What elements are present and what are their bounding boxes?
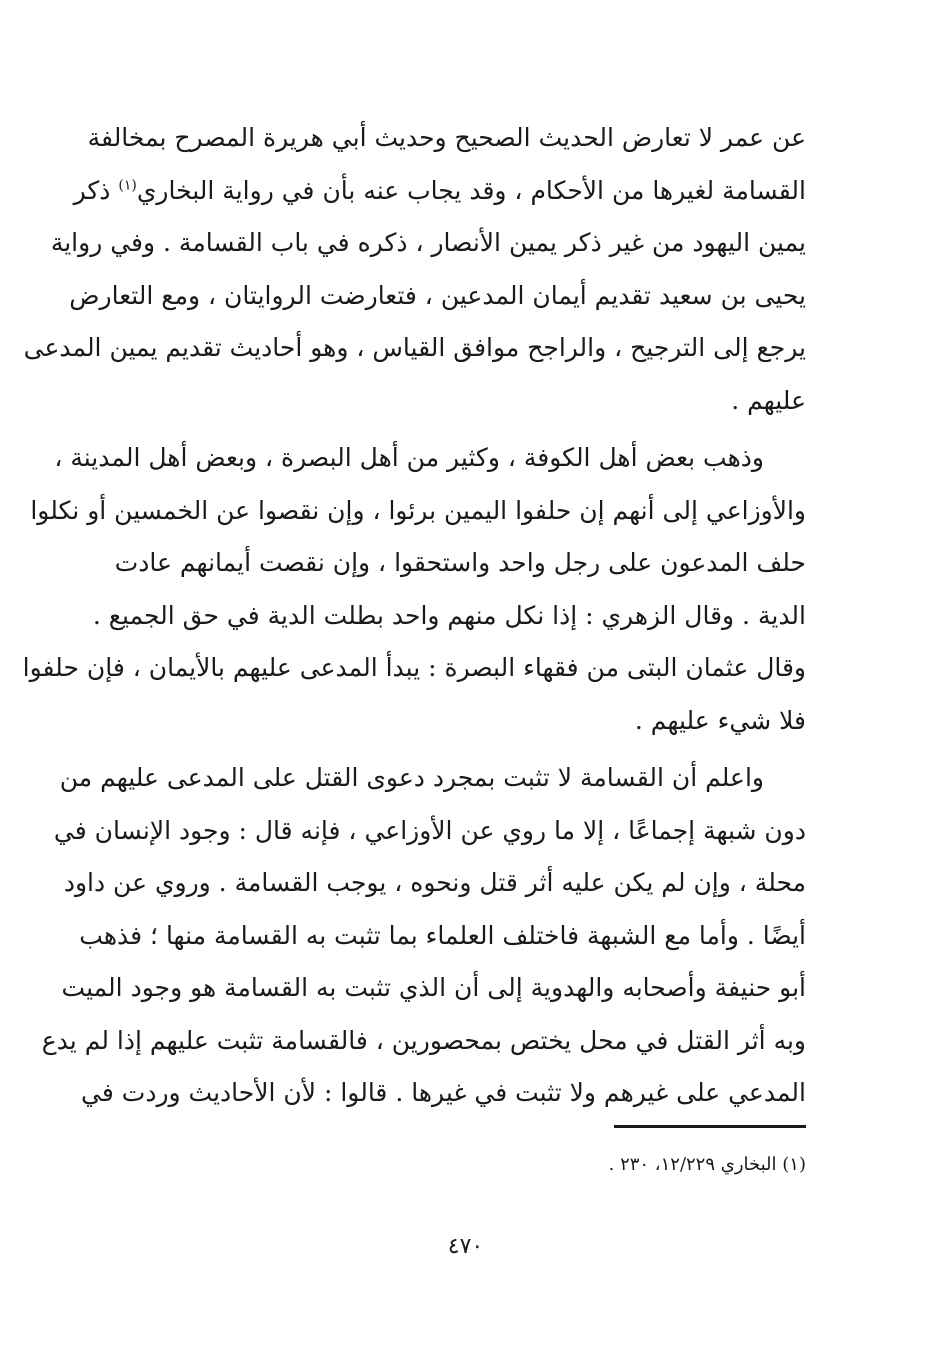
footnote: (١) البخاري ١٢/٢٢٩، ٢٣٠ . xyxy=(608,1154,806,1175)
text-line: محلة ، وإن لم يكن عليه أثر قتل ونحوه ، يوجب القسامة . وروي عن داود xyxy=(63,868,806,897)
text-line: واعلم أن القسامة لا تثبت بمجرد دعوى القتل على المدعى عليهم من xyxy=(59,763,764,792)
paragraph-1 xyxy=(23,112,806,427)
text-line: عن عمر لا تعارض الحديث الصحيح وحديث أبي هريرة المصرح بمخالفة xyxy=(87,123,806,152)
text-line: وقال عثمان البتى من فقهاء البصرة : يبدأ المدعى عليهم بالأيمان ، فإن حلفوا xyxy=(22,653,806,682)
text-line: عليهم . xyxy=(731,385,806,415)
text-line: يمين اليهود من غير ذكر يمين الأنصار ، ذكره في باب القسامة . وفي رواية xyxy=(50,228,806,257)
text-line: فلا شيء عليهم . xyxy=(634,705,806,735)
text-segment: ذكر xyxy=(73,175,111,205)
text-line: المدعي على غيرهم ولا تثبت في غيرها . قالوا : لأن الأحاديث وردت في xyxy=(81,1078,806,1107)
text-line xyxy=(73,165,806,218)
text-line: وبه أثر القتل في محل يختص بمحصورين ، فالقسامة تثبت عليهم إذا لم يدع xyxy=(41,1025,806,1055)
text-line: يرجع إلى الترجيح ، والراجح موافق القياس ، وهو أحاديث تقديم يمين المدعى xyxy=(23,333,806,362)
text-line: الدية . وقال الزهري : إذا نكل منهم واحد بطلت الدية في حق الجميع . xyxy=(92,600,806,630)
page-number: ٤٧٠ xyxy=(447,1234,484,1259)
text-line: حلف المدعون على رجل واحد واستحقوا ، وإن نقصت أيمانهم عادت xyxy=(114,548,806,577)
footnote-divider xyxy=(614,1125,806,1128)
text-line: والأوزاعي إلى أنهم إن حلفوا اليمين برئوا ، وإن نقصوا عن الخمسين أو نكلوا xyxy=(30,495,806,525)
text-line: أيضًا . وأما مع الشبهة فاختلف العلماء بما تثبت به القسامة منها ؛ فذهب xyxy=(79,920,806,950)
text-line: دون شبهة إجماعًا ، إلا ما روي عن الأوزاعي ، فإنه قال : وجود الإنسان في xyxy=(53,815,806,845)
paragraph-2 xyxy=(22,432,806,747)
text-line: وذهب بعض أهل الكوفة ، وكثير من أهل البصرة ، وبعض أهل المدينة ، xyxy=(54,443,764,472)
text-line: أبو حنيفة وأصحابه والهدوية إلى أن الذي تثبت به القسامة هو وجود الميت xyxy=(61,973,806,1002)
paragraph-3 xyxy=(41,752,806,1120)
text-line: يحيى بن سعيد تقديم أيمان المدعين ، فتعارضت الروايتان ، ومع التعارض xyxy=(69,280,806,310)
text-segment: القسامة لغيرها من الأحكام ، وقد يجاب عنه بأن في رواية البخاري xyxy=(136,175,806,205)
footnote-marker[interactable]: (١) xyxy=(118,177,137,194)
